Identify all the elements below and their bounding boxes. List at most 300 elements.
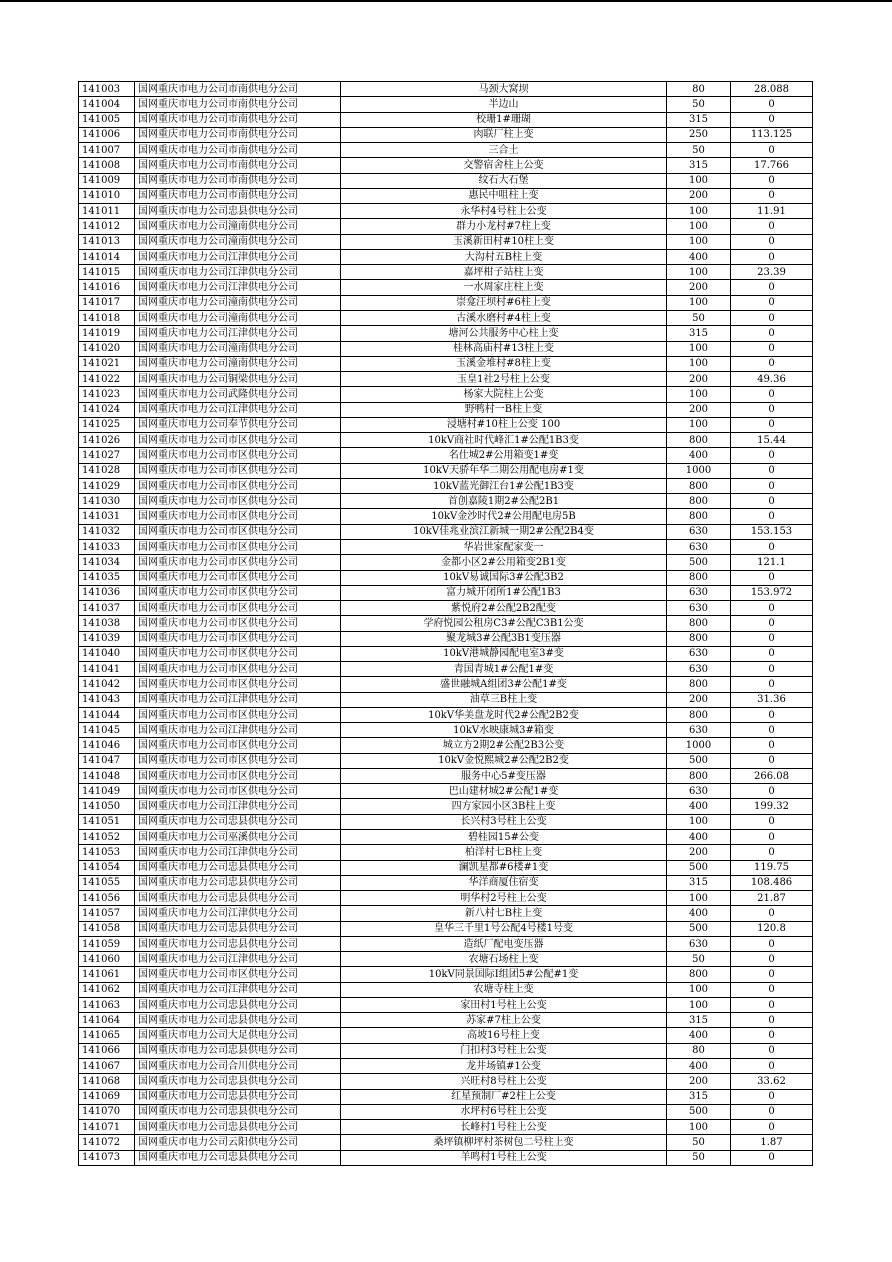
cell-company: 国网重庆市电力公司潼南供电分公司 (135, 310, 341, 325)
cell-load: 1.87 (731, 1135, 813, 1150)
cell-company: 国网重庆市电力公司云阳供电分公司 (135, 1135, 341, 1150)
cell-capacity: 500 (667, 860, 731, 875)
cell-id: 141033 (79, 539, 135, 554)
cell-id: 141064 (79, 1013, 135, 1028)
cell-capacity: 100 (667, 387, 731, 402)
cell-capacity: 100 (667, 356, 731, 371)
cell-id: 141047 (79, 753, 135, 768)
cell-load: 11.91 (731, 204, 813, 219)
table-row (79, 784, 813, 799)
table-row (79, 1074, 813, 1089)
table-row (79, 417, 813, 432)
table-row (79, 188, 813, 203)
table-row (79, 280, 813, 295)
cell-capacity: 200 (667, 372, 731, 387)
cell-load: 0 (731, 1028, 813, 1043)
cell-load: 0 (731, 1120, 813, 1135)
cell-transformer-name: 玉溪金堆村#8柱上变 (341, 356, 667, 371)
cell-capacity: 315 (667, 1013, 731, 1028)
table-row (79, 1013, 813, 1028)
cell-capacity: 100 (667, 814, 731, 829)
cell-company: 国网重庆市电力公司忠县供电分公司 (135, 997, 341, 1012)
cell-id: 141041 (79, 662, 135, 677)
cell-transformer-name: 富力城开闭所1#公配1B3 (341, 585, 667, 600)
cell-transformer-name: 一水周家庄柱上变 (341, 280, 667, 295)
cell-company: 国网重庆市电力公司市区供电分公司 (135, 509, 341, 524)
cell-company: 国网重庆市电力公司江津供电分公司 (135, 845, 341, 860)
cell-capacity: 500 (667, 1104, 731, 1119)
cell-load: 0 (731, 967, 813, 982)
cell-id: 141022 (79, 372, 135, 387)
cell-load: 15.44 (731, 433, 813, 448)
cell-id: 141009 (79, 173, 135, 188)
cell-transformer-name: 服务中心5#变压器 (341, 768, 667, 783)
table-row (79, 845, 813, 860)
table-row (79, 463, 813, 478)
table-row (79, 631, 813, 646)
table-row (79, 539, 813, 554)
cell-transformer-name: 玉皇1社2号柱上公变 (341, 372, 667, 387)
cell-company: 国网重庆市电力公司江津供电分公司 (135, 265, 341, 280)
cell-load: 0 (731, 326, 813, 341)
cell-capacity: 100 (667, 295, 731, 310)
cell-capacity: 400 (667, 906, 731, 921)
cell-load: 17.766 (731, 158, 813, 173)
table-row (79, 1089, 813, 1104)
cell-load: 0 (731, 936, 813, 951)
cell-capacity: 315 (667, 326, 731, 341)
cell-id: 141061 (79, 967, 135, 982)
cell-capacity: 100 (667, 1120, 731, 1135)
cell-id: 141012 (79, 219, 135, 234)
cell-transformer-name: 明华村2号柱上公变 (341, 891, 667, 906)
table-row (79, 127, 813, 142)
table-row (79, 265, 813, 280)
table-row (79, 509, 813, 524)
cell-transformer-name: 华岩世家配家变一 (341, 539, 667, 554)
table-row (79, 204, 813, 219)
cell-capacity: 200 (667, 1074, 731, 1089)
cell-transformer-name: 盛世融城A组团3#公配1#变 (341, 677, 667, 692)
cell-company: 国网重庆市电力公司市区供电分公司 (135, 616, 341, 631)
cell-id: 141023 (79, 387, 135, 402)
table-row (79, 707, 813, 722)
cell-transformer-name: 10kV易诚国际3#公配3B2 (341, 570, 667, 585)
cell-transformer-name: 造纸厂配电变压器 (341, 936, 667, 951)
table-row (79, 341, 813, 356)
cell-company: 国网重庆市电力公司市区供电分公司 (135, 601, 341, 616)
cell-transformer-name: 野鸭村一B柱上变 (341, 402, 667, 417)
table-row (79, 677, 813, 692)
cell-company: 国网重庆市电力公司潼南供电分公司 (135, 341, 341, 356)
cell-company: 国网重庆市电力公司市南供电分公司 (135, 158, 341, 173)
table-row (79, 158, 813, 173)
cell-load: 0 (731, 723, 813, 738)
cell-capacity: 315 (667, 875, 731, 890)
cell-load: 0 (731, 478, 813, 493)
cell-company: 国网重庆市电力公司市区供电分公司 (135, 753, 341, 768)
cell-transformer-name: 龙井场镇#1公变 (341, 1059, 667, 1074)
cell-transformer-name: 金都小区2#公用箱变2B1变 (341, 555, 667, 570)
cell-capacity: 50 (667, 1150, 731, 1165)
cell-load: 0 (731, 677, 813, 692)
cell-capacity: 250 (667, 127, 731, 142)
cell-transformer-name: 家田村1号柱上公变 (341, 997, 667, 1012)
cell-id: 141010 (79, 188, 135, 203)
cell-company: 国网重庆市电力公司市南供电分公司 (135, 127, 341, 142)
cell-capacity: 400 (667, 1028, 731, 1043)
cell-company: 国网重庆市电力公司忠县供电分公司 (135, 875, 341, 890)
table-row (79, 982, 813, 997)
cell-company: 国网重庆市电力公司铜梁供电分公司 (135, 372, 341, 387)
cell-capacity: 100 (667, 891, 731, 906)
cell-load: 0 (731, 631, 813, 646)
cell-company: 国网重庆市电力公司奉节供电分公司 (135, 417, 341, 432)
cell-id: 141062 (79, 982, 135, 997)
cell-id: 141014 (79, 249, 135, 264)
cell-company: 国网重庆市电力公司忠县供电分公司 (135, 921, 341, 936)
table-row (79, 478, 813, 493)
cell-capacity: 100 (667, 417, 731, 432)
cell-company: 国网重庆市电力公司武隆供电分公司 (135, 387, 341, 402)
table-row (79, 249, 813, 264)
table-row (79, 936, 813, 951)
cell-company: 国网重庆市电力公司潼南供电分公司 (135, 234, 341, 249)
cell-id: 141059 (79, 936, 135, 951)
cell-capacity: 800 (667, 768, 731, 783)
cell-capacity: 800 (667, 631, 731, 646)
table-row (79, 585, 813, 600)
cell-id: 141027 (79, 448, 135, 463)
cell-company: 国网重庆市电力公司忠县供电分公司 (135, 1074, 341, 1089)
cell-load: 121.1 (731, 555, 813, 570)
cell-id: 141045 (79, 723, 135, 738)
cell-capacity: 800 (667, 967, 731, 982)
cell-capacity: 100 (667, 982, 731, 997)
table-row (79, 875, 813, 890)
cell-id: 141003 (79, 82, 135, 97)
cell-transformer-name: 嘉坪柑子站柱上变 (341, 265, 667, 280)
cell-load: 0 (731, 509, 813, 524)
cell-load: 0 (731, 448, 813, 463)
cell-capacity: 400 (667, 1059, 731, 1074)
cell-load: 0 (731, 387, 813, 402)
cell-load: 0 (731, 1104, 813, 1119)
table-row (79, 1059, 813, 1074)
cell-id: 141030 (79, 494, 135, 509)
cell-id: 141073 (79, 1150, 135, 1165)
cell-id: 141054 (79, 860, 135, 875)
cell-transformer-name: 肉联厂柱上变 (341, 127, 667, 142)
cell-company: 国网重庆市电力公司忠县供电分公司 (135, 1013, 341, 1028)
cell-id: 141039 (79, 631, 135, 646)
cell-company: 国网重庆市电力公司江津供电分公司 (135, 402, 341, 417)
table-row (79, 891, 813, 906)
cell-capacity: 200 (667, 402, 731, 417)
cell-company: 国网重庆市电力公司市南供电分公司 (135, 188, 341, 203)
cell-load: 0 (731, 997, 813, 1012)
cell-load: 0 (731, 738, 813, 753)
cell-company: 国网重庆市电力公司市区供电分公司 (135, 494, 341, 509)
table-row (79, 768, 813, 783)
table-row (79, 219, 813, 234)
cell-company: 国网重庆市电力公司市区供电分公司 (135, 662, 341, 677)
cell-company: 国网重庆市电力公司市区供电分公司 (135, 555, 341, 570)
cell-id: 141048 (79, 768, 135, 783)
cell-capacity: 315 (667, 1089, 731, 1104)
cell-transformer-name: 纹石大石堡 (341, 173, 667, 188)
cell-id: 141070 (79, 1104, 135, 1119)
cell-load: 23.39 (731, 265, 813, 280)
cell-id: 141008 (79, 158, 135, 173)
table-row (79, 1150, 813, 1165)
cell-transformer-name: 群力小龙村#7柱上变 (341, 219, 667, 234)
cell-capacity: 630 (667, 784, 731, 799)
cell-transformer-name: 长兴村3号柱上公变 (341, 814, 667, 829)
cell-capacity: 100 (667, 219, 731, 234)
cell-id: 141052 (79, 830, 135, 845)
cell-company: 国网重庆市电力公司忠县供电分公司 (135, 1104, 341, 1119)
cell-company: 国网重庆市电力公司市区供电分公司 (135, 539, 341, 554)
cell-company: 国网重庆市电力公司市区供电分公司 (135, 524, 341, 539)
cell-id: 141057 (79, 906, 135, 921)
cell-id: 141032 (79, 524, 135, 539)
cell-capacity: 100 (667, 265, 731, 280)
transformer-table-body (79, 82, 813, 1166)
cell-transformer-name: 惠民中咀柱上变 (341, 188, 667, 203)
cell-transformer-name: 紫悦府2#公配2B2配变 (341, 601, 667, 616)
table-row (79, 1104, 813, 1119)
table-row (79, 372, 813, 387)
cell-company: 国网重庆市电力公司江津供电分公司 (135, 280, 341, 295)
cell-id: 141020 (79, 341, 135, 356)
cell-capacity: 1000 (667, 463, 731, 478)
cell-transformer-name: 10kV华美盘龙时代2#公配2B2变 (341, 707, 667, 722)
cell-transformer-name: 四方家园小区3B柱上变 (341, 799, 667, 814)
cell-company: 国网重庆市电力公司忠县供电分公司 (135, 204, 341, 219)
cell-capacity: 100 (667, 204, 731, 219)
cell-id: 141013 (79, 234, 135, 249)
cell-transformer-name: 农塘石场柱上变 (341, 952, 667, 967)
cell-transformer-name: 澜凯星都#6楼#1变 (341, 860, 667, 875)
cell-transformer-name: 皇华三千里1号公配4号楼1号变 (341, 921, 667, 936)
cell-company: 国网重庆市电力公司市南供电分公司 (135, 112, 341, 127)
cell-transformer-name: 名仕城2#公用箱变1#变 (341, 448, 667, 463)
cell-capacity: 630 (667, 585, 731, 600)
cell-company: 国网重庆市电力公司潼南供电分公司 (135, 295, 341, 310)
cell-id: 141060 (79, 952, 135, 967)
cell-load: 0 (731, 814, 813, 829)
cell-company: 国网重庆市电力公司市区供电分公司 (135, 677, 341, 692)
table-row (79, 738, 813, 753)
cell-capacity: 100 (667, 173, 731, 188)
cell-id: 141038 (79, 616, 135, 631)
cell-id: 141025 (79, 417, 135, 432)
cell-id: 141018 (79, 310, 135, 325)
cell-company: 国网重庆市电力公司市区供电分公司 (135, 585, 341, 600)
cell-capacity: 50 (667, 952, 731, 967)
cell-load: 0 (731, 356, 813, 371)
cell-capacity: 800 (667, 677, 731, 692)
cell-id: 141024 (79, 402, 135, 417)
cell-load: 0 (731, 173, 813, 188)
cell-company: 国网重庆市电力公司忠县供电分公司 (135, 891, 341, 906)
cell-transformer-name: 农塘寺柱上变 (341, 982, 667, 997)
cell-transformer-name: 门扣村3号柱上公变 (341, 1043, 667, 1058)
cell-load: 0 (731, 616, 813, 631)
cell-transformer-name: 10kV金悦熙城2#公配2B2变 (341, 753, 667, 768)
cell-company: 国网重庆市电力公司合川供电分公司 (135, 1059, 341, 1074)
cell-capacity: 400 (667, 799, 731, 814)
cell-load: 153.972 (731, 585, 813, 600)
cell-company: 国网重庆市电力公司市区供电分公司 (135, 784, 341, 799)
cell-load: 0 (731, 1043, 813, 1058)
cell-transformer-name: 10kV金沙时代2#公用配电房5B (341, 509, 667, 524)
cell-load: 0 (731, 143, 813, 158)
table-row (79, 97, 813, 112)
cell-id: 141071 (79, 1120, 135, 1135)
cell-load: 0 (731, 662, 813, 677)
cell-id: 141056 (79, 891, 135, 906)
cell-company: 国网重庆市电力公司江津供电分公司 (135, 982, 341, 997)
table-row (79, 448, 813, 463)
table-row (79, 143, 813, 158)
cell-load: 0 (731, 1059, 813, 1074)
cell-company: 国网重庆市电力公司市区供电分公司 (135, 570, 341, 585)
cell-transformer-name: 油草三B柱上变 (341, 692, 667, 707)
table-row (79, 692, 813, 707)
cell-capacity: 500 (667, 921, 731, 936)
cell-transformer-name: 10kV港城静园配电室3#变 (341, 646, 667, 661)
cell-load: 0 (731, 601, 813, 616)
cell-id: 141040 (79, 646, 135, 661)
cell-transformer-name: 兴旺村8号柱上公变 (341, 1074, 667, 1089)
table-row (79, 82, 813, 97)
cell-company: 国网重庆市电力公司市区供电分公司 (135, 646, 341, 661)
cell-load: 0 (731, 234, 813, 249)
cell-company: 国网重庆市电力公司市区供电分公司 (135, 768, 341, 783)
cell-load: 0 (731, 539, 813, 554)
cell-capacity: 500 (667, 753, 731, 768)
cell-capacity: 200 (667, 845, 731, 860)
cell-capacity: 100 (667, 997, 731, 1012)
cell-id: 141067 (79, 1059, 135, 1074)
cell-transformer-name: 10kV水映康城3#箱变 (341, 723, 667, 738)
cell-id: 141031 (79, 509, 135, 524)
cell-id: 141050 (79, 799, 135, 814)
cell-company: 国网重庆市电力公司忠县供电分公司 (135, 936, 341, 951)
cell-id: 141021 (79, 356, 135, 371)
cell-load: 0 (731, 952, 813, 967)
table-row (79, 356, 813, 371)
cell-id: 141034 (79, 555, 135, 570)
table-row (79, 967, 813, 982)
table-row (79, 433, 813, 448)
cell-id: 141029 (79, 478, 135, 493)
cell-company: 国网重庆市电力公司潼南供电分公司 (135, 219, 341, 234)
cell-load: 0 (731, 784, 813, 799)
cell-id: 141011 (79, 204, 135, 219)
cell-company: 国网重庆市电力公司市区供电分公司 (135, 738, 341, 753)
page-top-rule (0, 0, 892, 2)
table-row (79, 112, 813, 127)
cell-company: 国网重庆市电力公司忠县供电分公司 (135, 1150, 341, 1165)
cell-capacity: 50 (667, 97, 731, 112)
cell-company: 国网重庆市电力公司市南供电分公司 (135, 97, 341, 112)
table-row (79, 799, 813, 814)
cell-load: 31.36 (731, 692, 813, 707)
cell-transformer-name: 长峰村1号柱上公变 (341, 1120, 667, 1135)
cell-transformer-name: 高坡16号柱上变 (341, 1028, 667, 1043)
cell-transformer-name: 10kV天骄年华二期公用配电房#1变 (341, 463, 667, 478)
cell-id: 141063 (79, 997, 135, 1012)
cell-capacity: 1000 (667, 738, 731, 753)
table-row (79, 601, 813, 616)
table-row (79, 494, 813, 509)
cell-id: 141026 (79, 433, 135, 448)
cell-transformer-name: 红星预制厂#2柱上公变 (341, 1089, 667, 1104)
cell-load: 120.8 (731, 921, 813, 936)
cell-transformer-name: 三合土 (341, 143, 667, 158)
cell-load: 0 (731, 1150, 813, 1165)
cell-transformer-name: 崇龛汪坝村#6柱上变 (341, 295, 667, 310)
cell-company: 国网重庆市电力公司忠县供电分公司 (135, 1120, 341, 1135)
cell-load: 108.486 (731, 875, 813, 890)
cell-company: 国网重庆市电力公司大足供电分公司 (135, 1028, 341, 1043)
cell-capacity: 800 (667, 433, 731, 448)
cell-company: 国网重庆市电力公司市区供电分公司 (135, 967, 341, 982)
cell-company: 国网重庆市电力公司江津供电分公司 (135, 692, 341, 707)
cell-load: 0 (731, 219, 813, 234)
cell-id: 141043 (79, 692, 135, 707)
cell-company: 国网重庆市电力公司巫溪供电分公司 (135, 830, 341, 845)
cell-load: 0 (731, 707, 813, 722)
table-row (79, 616, 813, 631)
cell-transformer-name: 桂林高庙村#13柱上变 (341, 341, 667, 356)
cell-load: 0 (731, 188, 813, 203)
table-row (79, 723, 813, 738)
cell-load: 0 (731, 97, 813, 112)
cell-capacity: 800 (667, 509, 731, 524)
cell-capacity: 800 (667, 616, 731, 631)
cell-capacity: 315 (667, 158, 731, 173)
cell-transformer-name: 交警宿舍柱上公变 (341, 158, 667, 173)
table-row (79, 173, 813, 188)
cell-capacity: 630 (667, 936, 731, 951)
cell-transformer-name: 塘河公共服务中心柱上变 (341, 326, 667, 341)
table-row (79, 310, 813, 325)
cell-load: 266.08 (731, 768, 813, 783)
cell-transformer-name: 柏洋村七B柱上变 (341, 845, 667, 860)
cell-transformer-name: 半边山 (341, 97, 667, 112)
cell-id: 141006 (79, 127, 135, 142)
cell-load: 0 (731, 1013, 813, 1028)
table-row (79, 860, 813, 875)
cell-transformer-name: 水坪村6号柱上公变 (341, 1104, 667, 1119)
cell-capacity: 800 (667, 570, 731, 585)
cell-id: 141035 (79, 570, 135, 585)
cell-load: 153.153 (731, 524, 813, 539)
table-row (79, 662, 813, 677)
cell-capacity: 630 (667, 646, 731, 661)
table-row (79, 402, 813, 417)
cell-id: 141007 (79, 143, 135, 158)
cell-load: 0 (731, 249, 813, 264)
cell-transformer-name: 校珊1#珊瑚 (341, 112, 667, 127)
cell-load: 199.32 (731, 799, 813, 814)
cell-transformer-name: 碧桂园15#公变 (341, 830, 667, 845)
cell-capacity: 80 (667, 82, 731, 97)
